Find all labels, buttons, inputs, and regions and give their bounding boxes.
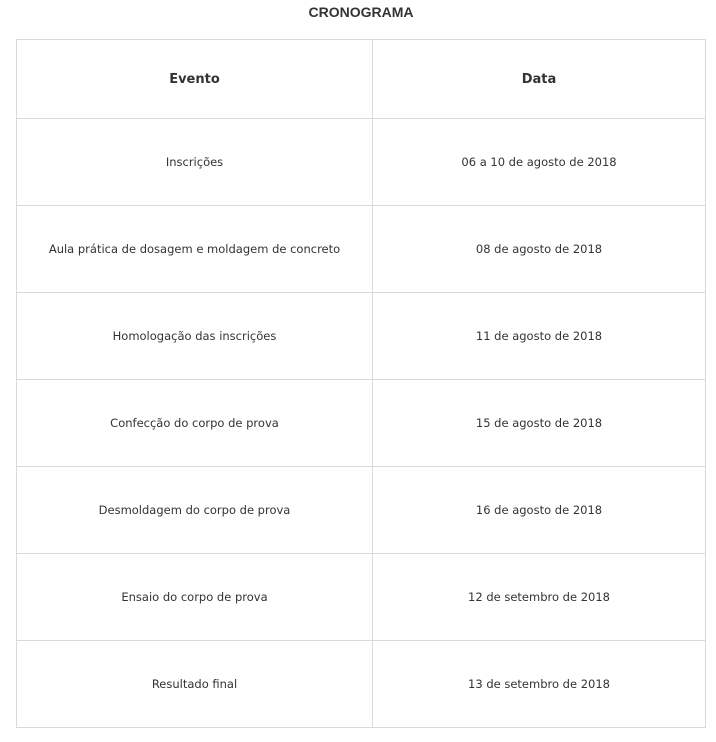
event-cell: Aula prática de dosagem e moldagem de concreto bbox=[17, 206, 373, 293]
event-cell: Resultado final bbox=[17, 641, 373, 728]
table-row bbox=[17, 293, 706, 380]
date-cell: 11 de agosto de 2018 bbox=[373, 293, 706, 380]
event-cell: Desmoldagem do corpo de prova bbox=[17, 467, 373, 554]
page-title: CRONOGRAMA bbox=[308, 4, 414, 20]
date-cell: 08 de agosto de 2018 bbox=[373, 206, 706, 293]
table-row bbox=[17, 119, 706, 206]
event-cell: Confecção do corpo de prova bbox=[17, 380, 373, 467]
column-header-date: Data bbox=[373, 40, 706, 119]
schedule-table bbox=[16, 39, 706, 728]
column-header-event: Evento bbox=[17, 40, 373, 119]
event-cell: Homologação das inscrições bbox=[17, 293, 373, 380]
event-cell: Inscrições bbox=[17, 119, 373, 206]
table-row bbox=[17, 641, 706, 728]
table-header-row bbox=[17, 40, 706, 119]
table-row bbox=[17, 554, 706, 641]
date-cell: 12 de setembro de 2018 bbox=[373, 554, 706, 641]
table-row bbox=[17, 467, 706, 554]
event-cell: Ensaio do corpo de prova bbox=[17, 554, 373, 641]
date-cell: 06 a 10 de agosto de 2018 bbox=[373, 119, 706, 206]
date-cell: 15 de agosto de 2018 bbox=[373, 380, 706, 467]
table-row bbox=[17, 206, 706, 293]
table-row bbox=[17, 380, 706, 467]
date-cell: 16 de agosto de 2018 bbox=[373, 467, 706, 554]
date-cell: 13 de setembro de 2018 bbox=[373, 641, 706, 728]
